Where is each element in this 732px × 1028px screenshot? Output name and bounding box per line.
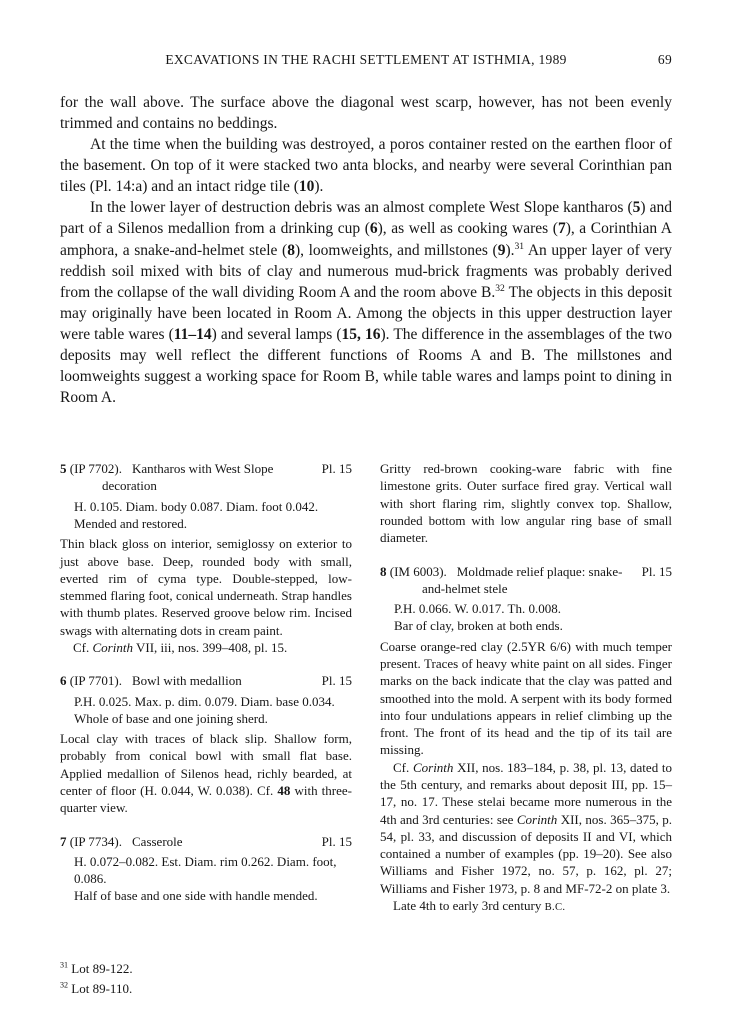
- entry-measurements: H. 0.105. Diam. body 0.087. Diam. foot 0.042.: [74, 498, 319, 514]
- entry-number: 8: [380, 563, 387, 579]
- entry-number: 5: [60, 461, 67, 477]
- entry-paragraph: Local clay with traces of black slip. Shallow form, probably from conical bowl with small flat base. Applied medallion of Silenos head, richly bearded, at center of floor (H. 0.044, W. 0.038). Cf. 48 with three-quarter view.: [60, 731, 352, 816]
- body-paragraph: for the wall above. The surface above the diagonal west scarp, however, has not been evenly trimmed and contains no beddings.: [60, 94, 672, 133]
- catalog-entry: [60, 833, 352, 905]
- entry-number: 7: [60, 833, 67, 849]
- footnote: $^{32}$ Lot 89-110.: [60, 980, 133, 996]
- plate-reference: Pl. 15: [641, 563, 672, 579]
- catalog-column-left: [60, 460, 352, 931]
- entry-paragraph: Cf. Corinth XII, nos. 183–184, p. 38, pl. 13, dated to the 5th century, and remarks about deposit III, pp. 15–17, no. 17. These stelai became more numerous in the 4th and 3rd centuries: see Corinth XII, nos. 365–375, p. 54, pl. 33, and discussion of deposits II and VI, which contained a number of examples (pp. 19–20). See also Williams and Fisher 1972, no. 57, p. 162, pl. 27; Williams and Fisher 1973, p. 8 and MF-72-2 on plate 3.: [380, 759, 673, 896]
- entry-paragraph: Late 4th to early 3rd century B.C.: [393, 897, 566, 913]
- plate-reference: Pl. 15: [321, 833, 352, 849]
- entry-measurements: P.H. 0.025. Max. p. dim. 0.079. Diam. base 0.034.: [74, 693, 335, 709]
- running-title: EXCAVATIONS IN THE RACHI SETTLEMENT AT ISTHMIA, 1989: [165, 52, 567, 67]
- entry-measurements: Bar of clay, broken at both ends.: [394, 618, 563, 634]
- entry-inventory-id: (IM 6003).: [386, 563, 447, 579]
- body-paragraph: At the time when the building was destroyed, a poros container rested on the earthen floor of the basement. On top of it were stacked two anta blocks, and nearby were several Corinthian pan tiles (Pl. 14:a) and an intact ridge tile (10).: [60, 136, 672, 196]
- catalog-column-right: [380, 460, 672, 931]
- entry-paragraph: Gritty red-brown cooking-ware fabric with fine limestone grits. Outer surface fired gray. Vertical wall with short flaring rim, slightly convex top. Shallow, rounded bottom with low angular ring base of small diameter.: [380, 461, 672, 546]
- entry-measurements: H. 0.072–0.082. Est. Diam. rim 0.262. Diam. foot, 0.086.: [74, 853, 337, 887]
- entry-title: Kantharos with West Slope decoration: [102, 461, 274, 494]
- entry-inventory-id: (IP 7734).: [66, 833, 122, 849]
- catalog-entry: [380, 460, 672, 546]
- catalog-section: [60, 460, 672, 931]
- footnotes: [60, 959, 672, 998]
- entry-measurements: P.H. 0.066. W. 0.017. Th. 0.008.: [394, 601, 561, 617]
- entry-paragraph: Cf. Corinth VII, iii, nos. 399–408, pl. 15.: [73, 639, 288, 655]
- entry-inventory-id: (IP 7701).: [66, 673, 122, 689]
- entry-paragraph: Coarse orange-red clay (2.5YR 6/6) with much temper present. Traces of heavy white paint on all sides. Finger marks on the back indicate that the clay was patted and smoothed into the mold. A serpent with its body formed into four undulations appears in relief climbing up the front. The front of its head and the tip of its tail are missing.: [380, 638, 672, 758]
- entry-title: Bowl with medallion: [132, 673, 242, 689]
- catalog-entry: [60, 672, 352, 816]
- entry-measurements: Whole of base and one joining sherd.: [74, 710, 268, 726]
- catalog-entry: [380, 563, 672, 916]
- entry-measurements: Half of base and one side with handle mended.: [74, 888, 318, 904]
- plate-reference: Pl. 15: [321, 673, 352, 689]
- footnote: $^{31}$ Lot 89-122.: [60, 960, 133, 977]
- footnote-number: 32: [60, 980, 69, 990]
- entry-measurements: Mended and restored.: [74, 516, 187, 532]
- body-text: [60, 92, 672, 408]
- entry-heading: [60, 460, 352, 495]
- plate-reference: Pl. 15: [321, 461, 352, 477]
- entry-inventory-id: (IP 7702).: [66, 461, 122, 477]
- entry-number: 6: [60, 673, 67, 689]
- entry-heading: [60, 833, 352, 850]
- entry-title: Moldmade relief plaque: snake-and-helmet stele: [422, 563, 623, 596]
- body-paragraph: In the lower layer of destruction debris was an almost complete West Slope kantharos (5) and part of a Silenos medallion from a drinking cup (6), as well as cooking wares (7), a Corinthian A amphora, a snake-and-helmet stele (8), loomweights, and millstones (9).$^{31}$ An upper layer of very reddish soil mixed with bits of clay and numerous mud-brick fragments was probably derived from the collapse of the wall dividing Room A and the room above B.$^{32}$ The objects in this deposit may originally have been located in Room A. Among the objects in this upper destruction layer were table wares (11–14) and several lamps (15, 16). The difference in the assemblages of the two deposits may well reflect the different functions of Rooms A and B. The millstones and loomweights suggest a working space for Room B, while table wares and lamps point to dining in Room A.: [60, 199, 673, 407]
- footnote-number: 31: [60, 960, 69, 970]
- entry-heading: [60, 672, 352, 689]
- entry-paragraph: Thin black gloss on interior, semiglossy on exterior to just above base. Deep, rounded body with small, everted rim of cyma type. Double-stepped, low-stemmed flaring foot, conical underneath. Strap handles with thumb plates. Reserved groove below rim. Incised swags with alternating dots in cream paint.: [60, 536, 352, 638]
- entry-title: Casserole: [132, 833, 183, 849]
- page-number: 69: [657, 52, 672, 67]
- catalog-entry: [60, 460, 352, 656]
- entry-heading: [380, 563, 672, 598]
- running-head: [60, 52, 672, 68]
